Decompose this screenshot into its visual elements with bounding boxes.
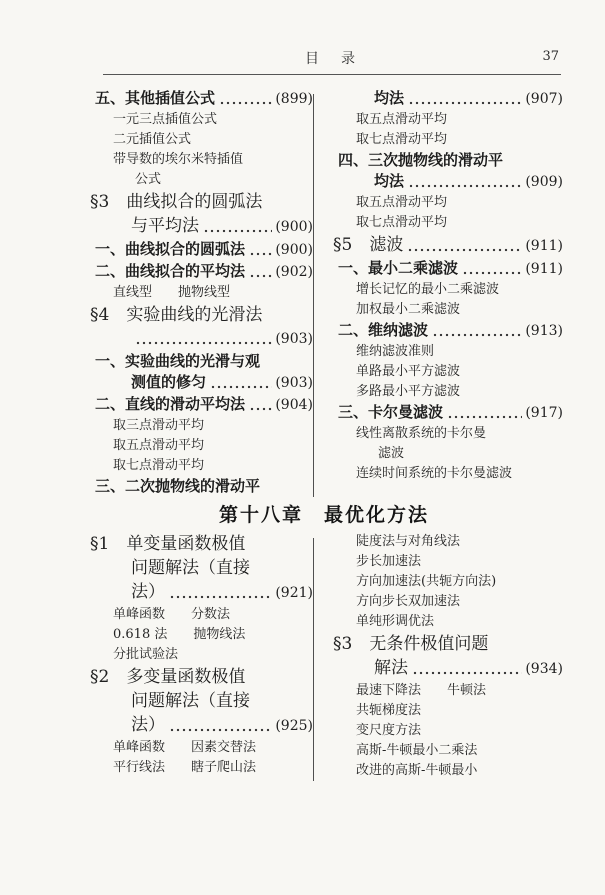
- toc-line: [85, 351, 313, 372]
- toc-line-text: 改进的高斯-牛顿最小: [356, 763, 478, 778]
- dot-leader: [446, 402, 522, 424]
- running-header: [103, 48, 561, 68]
- toc-line-text: 方向步长双加速法: [356, 594, 461, 609]
- page-ref: (900): [275, 219, 313, 235]
- toc-line: [328, 320, 563, 342]
- toc-line: [85, 327, 313, 351]
- toc-line-text: 0.618 法 抛物线法: [113, 627, 246, 642]
- page-ref: (911): [525, 261, 563, 277]
- toc-line: [328, 110, 563, 130]
- toc-line-text: §3 曲线拟合的圆弧法: [90, 192, 263, 212]
- dot-leader: [406, 233, 522, 258]
- toc-line: [328, 382, 563, 402]
- dot-leader: [248, 394, 272, 416]
- dot-leader: [411, 656, 522, 681]
- dot-leader: [407, 88, 522, 110]
- toc-line-text: 陡度法与对角线法: [356, 534, 461, 549]
- dot-leader: [407, 171, 522, 193]
- toc-line-text: 平行线法 瞎子爬山法: [113, 760, 257, 775]
- toc-line: [85, 303, 313, 327]
- toc-line-text: 取七点滑动平均: [356, 132, 448, 147]
- toc-line: [328, 444, 563, 464]
- dot-leader: [248, 239, 272, 261]
- toc-line-text: 带导数的埃尔米特插值: [113, 152, 244, 167]
- toc-line-text: 二元插值公式: [113, 132, 192, 147]
- toc-line-text: 分批试验法: [113, 647, 179, 662]
- toc-line-text: 滤波: [378, 446, 405, 461]
- dot-leader: [209, 372, 272, 394]
- page-ref: (903): [275, 375, 313, 391]
- toc-line: [328, 88, 563, 110]
- toc-line: [85, 214, 313, 239]
- toc-line: [85, 645, 313, 665]
- toc-line: [328, 532, 563, 552]
- toc-line-text: 高斯-牛顿最小二乘法: [356, 743, 478, 758]
- toc-line-text: §5 滤波: [333, 235, 404, 255]
- toc-line: [328, 632, 563, 656]
- toc-bottom-right-column: [314, 532, 563, 781]
- toc-line: [85, 665, 313, 689]
- toc-line: [85, 110, 313, 130]
- toc-line: [85, 758, 313, 778]
- toc-line-text: 解法: [374, 658, 408, 678]
- toc-line-text: 三、二次抛物线的滑动平: [95, 477, 261, 495]
- toc-line: [85, 476, 313, 497]
- header-rule: [103, 74, 561, 75]
- header-page-number: 37: [542, 49, 559, 64]
- toc-line-text: 法）: [131, 715, 165, 735]
- toc-line-text: §2 多变量函数极值: [90, 667, 246, 687]
- toc-line: [328, 572, 563, 592]
- toc-line: [328, 258, 563, 280]
- toc-line: [85, 713, 313, 738]
- toc-line-text: 三、卡尔曼滤波: [338, 403, 444, 421]
- toc-line: [328, 592, 563, 612]
- toc-bottom-left-column: [85, 532, 313, 781]
- page-ref: (911): [525, 238, 563, 254]
- toc-line: [85, 580, 313, 605]
- dot-leader: [461, 258, 522, 280]
- dot-leader: [134, 327, 272, 351]
- toc-line: [85, 150, 313, 170]
- toc-line: [328, 280, 563, 300]
- toc-line: [85, 436, 313, 456]
- toc-line: [85, 239, 313, 261]
- toc-line-text: 取五点滑动平均: [356, 112, 448, 127]
- page-ref: (934): [525, 661, 563, 677]
- toc-line: [85, 738, 313, 758]
- toc-top-left-column: [85, 88, 313, 497]
- toc-line: [85, 170, 313, 190]
- toc-top-right-column: [314, 88, 563, 497]
- toc-line-text: 测值的修匀: [131, 373, 207, 391]
- dot-leader: [168, 713, 272, 738]
- toc-line: [328, 552, 563, 572]
- toc-line: [85, 190, 313, 214]
- toc-line: [328, 761, 563, 781]
- toc-line-text: 加权最小二乘滤波: [356, 302, 461, 317]
- toc-line-text: 取三点滑动平均: [113, 418, 205, 433]
- toc-line: [85, 556, 313, 580]
- page-ref: (900): [275, 242, 313, 258]
- toc-line-text: 连续时间系统的卡尔曼滤波: [356, 466, 513, 481]
- toc-line: [328, 721, 563, 741]
- page-ref: (907): [525, 91, 563, 107]
- toc-line: [328, 213, 563, 233]
- toc-line: [85, 394, 313, 416]
- toc-line-text: 二、直线的滑动平均法: [95, 395, 246, 413]
- toc-line-text: 单峰函数 分数法: [113, 607, 231, 622]
- dot-leader: [168, 580, 272, 605]
- toc-line-text: §3 无条件极值问题: [333, 634, 489, 654]
- toc-line: [328, 362, 563, 382]
- page-ref: (921): [275, 585, 313, 601]
- toc-line: [85, 416, 313, 436]
- page-ref: (902): [275, 264, 313, 280]
- dot-leader: [202, 214, 272, 239]
- page-ref: (909): [525, 174, 563, 190]
- toc-line-text: 线性离散系统的卡尔曼: [356, 426, 487, 441]
- toc-line: [328, 402, 563, 424]
- toc-line: [85, 625, 313, 645]
- toc-line-text: 一、最小二乘滤波: [338, 259, 459, 277]
- header-title: 目 录: [305, 51, 359, 67]
- toc-top-section: [85, 88, 563, 497]
- toc-line: [85, 130, 313, 150]
- page-ref: (904): [275, 397, 313, 413]
- toc-line-text: §4 实验曲线的光滑法: [90, 305, 263, 325]
- toc-line-text: 五、其他插值公式: [95, 89, 216, 107]
- toc-line: [328, 193, 563, 213]
- toc-line-text: 单峰函数 因素交替法: [113, 740, 257, 755]
- toc-line: [328, 681, 563, 701]
- toc-line-text: 方向加速法(共轭方向法): [356, 574, 497, 589]
- toc-line-text: 维纳滤波准则: [356, 344, 435, 359]
- dot-leader: [218, 88, 272, 110]
- toc-line-text: 二、曲线拟合的平均法: [95, 262, 246, 280]
- toc-line-text: 均法: [374, 89, 405, 107]
- toc-line-text: 取五点滑动平均: [113, 438, 205, 453]
- toc-line-text: 直线型 抛物线型: [113, 285, 231, 300]
- toc-line-text: 步长加速法: [356, 554, 422, 569]
- toc-line-text: §1 单变量函数极值: [90, 534, 246, 554]
- toc-line-text: 二、维纳滤波: [338, 321, 429, 339]
- toc-line-text: 一、实验曲线的光滑与观: [95, 352, 261, 370]
- toc-line-text: 变尺度方法: [356, 723, 422, 738]
- toc-line-text: 一元三点插值公式: [113, 112, 218, 127]
- dot-leader: [431, 320, 522, 342]
- page-ref: (913): [525, 323, 563, 339]
- toc-line-text: 增长记忆的最小二乘滤波: [356, 282, 500, 297]
- toc-line-text: 取七点滑动平均: [356, 215, 448, 230]
- chapter-heading: 第十八章 最优化方法: [218, 504, 429, 526]
- toc-line: [328, 171, 563, 193]
- toc-line: [328, 130, 563, 150]
- toc-line: [85, 532, 313, 556]
- toc-line: [328, 300, 563, 320]
- toc-line: [85, 689, 313, 713]
- toc-line-text: 公式: [135, 172, 162, 187]
- toc-line: [328, 612, 563, 632]
- toc-line-text: 共轭梯度法: [356, 703, 422, 718]
- toc-line: [85, 605, 313, 625]
- toc-line: [328, 701, 563, 721]
- toc-line: [85, 372, 313, 394]
- page-ref: (925): [275, 718, 313, 734]
- toc-line-text: 最速下降法 牛顿法: [356, 683, 487, 698]
- toc-line-text: 多路最小平方滤波: [356, 384, 461, 399]
- toc-line-text: 法）: [131, 582, 165, 602]
- page-ref: (917): [525, 405, 563, 421]
- toc-line-text: 均法: [374, 172, 405, 190]
- toc-line-text: 问题解法（直接: [131, 558, 250, 578]
- toc-line: [328, 233, 563, 258]
- toc-line: [85, 88, 313, 110]
- toc-line: [85, 261, 313, 283]
- toc-line-text: 取五点滑动平均: [356, 195, 448, 210]
- toc-line: [328, 150, 563, 171]
- toc-line-text: 与平均法: [131, 216, 199, 236]
- toc-line-text: 取七点滑动平均: [113, 458, 205, 473]
- toc-line-text: 单纯形调优法: [356, 614, 435, 629]
- toc-line: [328, 464, 563, 484]
- toc-line-text: 四、三次抛物线的滑动平: [338, 151, 504, 169]
- toc-line: [85, 283, 313, 303]
- page-ref: (903): [275, 331, 313, 347]
- dot-leader: [248, 261, 272, 283]
- toc-line: [328, 741, 563, 761]
- toc-line: [328, 656, 563, 681]
- toc-bottom-section: [85, 532, 563, 781]
- toc-line: [85, 456, 313, 476]
- toc-line: [328, 424, 563, 444]
- toc-line-text: 一、曲线拟合的圆弧法: [95, 240, 246, 258]
- toc-line-text: 单路最小平方滤波: [356, 364, 461, 379]
- toc-line-text: 问题解法（直接: [131, 691, 250, 711]
- toc-line: [328, 342, 563, 362]
- page-ref: (899): [275, 91, 313, 107]
